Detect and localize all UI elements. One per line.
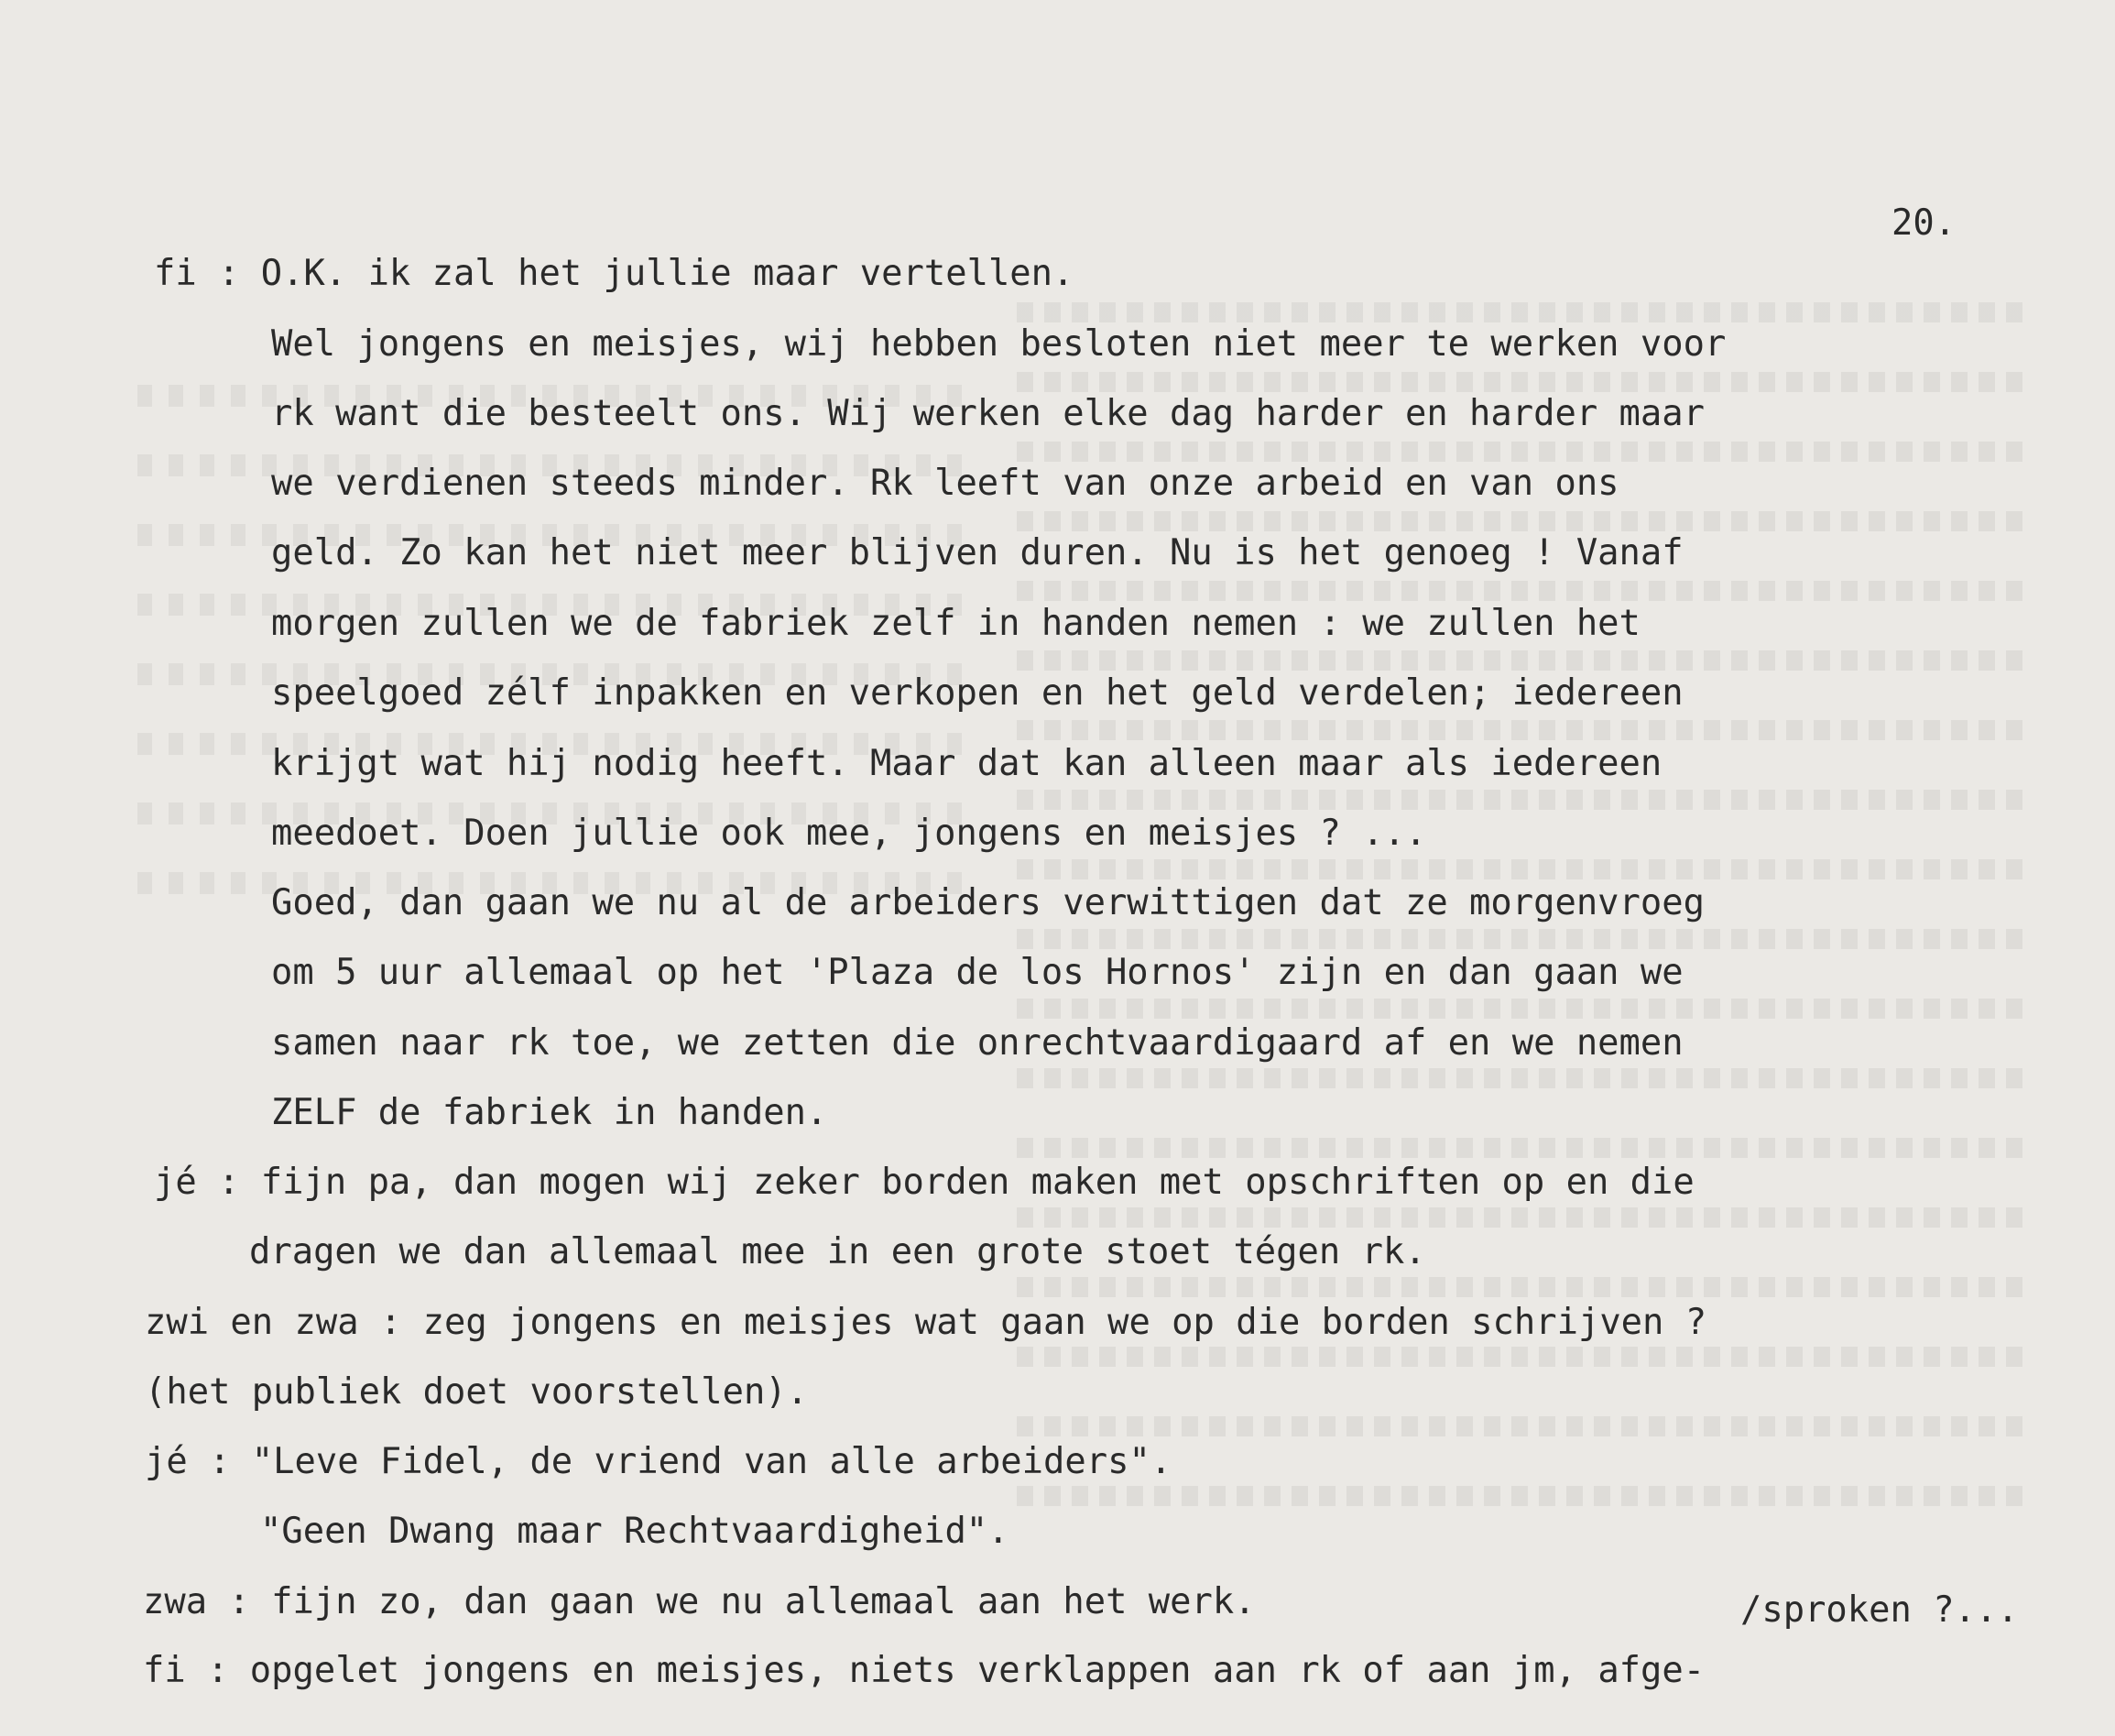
- text-line: fi : O.K. ik zal het jullie maar vertellen.: [154, 253, 1074, 294]
- text-line: fi : opgelet jongens en meisjes, niets verklappen aan rk of aan jm, afge-: [143, 1650, 1706, 1691]
- text-line: zwa : fijn zo, dan gaan we nu allemaal aan het werk.: [143, 1581, 1256, 1622]
- text-line: speelgoed zélf inpakken en verkopen en het geld verdelen; iedereen: [271, 672, 1684, 714]
- text-line: (het publiek doet voorstellen).: [145, 1371, 809, 1413]
- text-line: morgen zullen we de fabriek zelf in handen nemen : we zullen het: [271, 603, 1641, 644]
- text-line: krijgt wat hij nodig heeft. Maar dat kan alleen maar als iedereen: [271, 743, 1663, 784]
- text-line: jé : "Leve Fidel, de vriend van alle arbeiders".: [145, 1441, 1172, 1482]
- text-line: dragen we dan allemaal mee in een grote stoet tégen rk.: [249, 1231, 1426, 1272]
- text-line: jé : fijn pa, dan mogen wij zeker borden maken met opschriften op en die: [154, 1162, 1695, 1203]
- text-line: Goed, dan gaan we nu al de arbeiders verwittigen dat ze morgenvroeg: [271, 882, 1705, 923]
- text-line: samen naar rk toe, we zetten die onrechtvaardigaard af en we nemen: [271, 1022, 1684, 1064]
- text-line: ZELF de fabriek in handen.: [271, 1092, 828, 1133]
- text-line: /sproken ?...: [1740, 1589, 2019, 1631]
- text-line: geld. Zo kan het niet meer blijven duren. Nu is het genoeg ! Vanaf: [271, 532, 1684, 573]
- text-line: meedoet. Doen jullie ook mee, jongens en meisjes ? ...: [271, 813, 1427, 854]
- text-line: "Geen Dwang maar Rechtvaardigheid".: [260, 1511, 1009, 1552]
- text-line: Wel jongens en meisjes, wij hebben besloten niet meer te werken voor: [271, 323, 1727, 365]
- text-line: we verdienen steeds minder. Rk leeft van onze arbeid en van ons: [271, 463, 1619, 504]
- text-line: rk want die besteelt ons. Wij werken elke dag harder en harder maar: [271, 393, 1705, 434]
- text-line: om 5 uur allemaal op het 'Plaza de los Hornos' zijn en dan gaan we: [271, 952, 1684, 993]
- text-line: zwi en zwa : zeg jongens en meisjes wat gaan we op die borden schrijven ?: [145, 1302, 1707, 1343]
- page-number: 20.: [1892, 202, 1957, 244]
